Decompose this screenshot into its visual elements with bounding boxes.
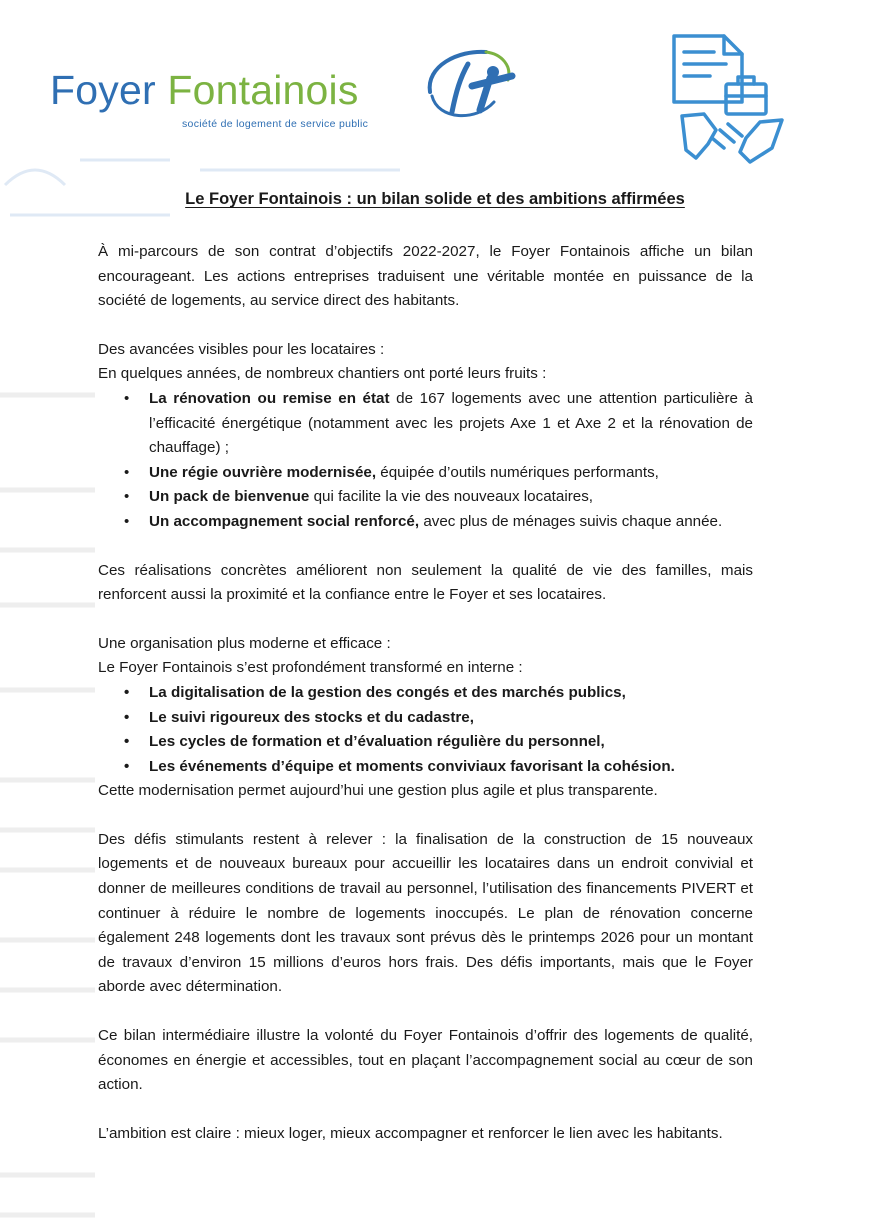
list-item: • Les cycles de formation et d’évaluation régulière du personnel, [149,730,753,755]
section-heading: Des avancées visibles pour les locataires : [98,340,385,358]
brand-name: Foyer Fontainois [50,67,359,113]
intro-paragraph: À mi-parcours de son contrat d’objectifs 2022-2027, le Foyer Fontainois affiche un bilan encourageant. Les actions entreprises traduisent une véritable montée en puissance de la société de logements, au service direct des habitants. [98,243,753,310]
challenges-paragraph: Des défis stimulants restent à relever : la finalisation de la construction de 15 nouveaux logements et de nouveaux bureaux pour accueillir les locataires dans un endroit convivial et donner de meilleures conditions de travail au personnel, l’utilisation des financements PIVERT et continuer à réduire le nombre de logements inoccupés. Le plan de rénovation concerne également 248 logements dont les travaux sont prévus dès le printemps 2026 pour un montant de travaux d’environ 15 millions d’euros hors frais. Des défis importants, mais que le Foyer aborde avec détermination. [98,830,753,996]
brand-tagline: société de logement de service public [182,118,369,130]
swirl-person-icon [416,42,520,128]
list-item: • La digitalisation de la gestion des congés et des marchés publics, [149,681,753,706]
article-body [98,240,753,1146]
closing-paragraph: L’ambition est claire : mieux loger, mieux accompagner et renforcer le lien avec les habitants. [98,1124,723,1142]
list-item: • Un pack de bienvenue qui facilite la vie des nouveaux locataires, [149,485,753,510]
section-conclusion: Ces réalisations concrètes améliorent non seulement la qualité de vie des familles, mais renforcent aussi la proximité et la confiance entre le Foyer et ses locataires. [98,561,753,604]
section-heading: Une organisation plus moderne et efficace : [98,634,391,652]
achievements-list [98,387,753,535]
summary-paragraph: Ce bilan intermédiaire illustre la volonté du Foyer Fontainois d’offrir des logements de qualité, économes en énergie et accessibles, tout en plaçant l’accompagnement social au cœur de son action. [98,1027,753,1094]
section-lead: Le Foyer Fontainois s’est profondément transformé en interne : [98,659,523,677]
list-item: • Le suivi rigoureux des stocks et du cadastre, [149,706,753,731]
list-item: • Les événements d’équipe et moments conviviaux favorisant la cohésion. [149,755,753,780]
organisation-list [98,681,753,779]
section-conclusion: Cette modernisation permet aujourd’hui une gestion plus agile et plus transparente. [98,782,658,800]
section-lead: En quelques années, de nombreux chantiers ont porté leurs fruits : [98,365,547,383]
list-item: • La rénovation ou remise en état de 167 logements avec une attention particulière à l’efficacité énergétique (notamment avec les projets Axe 1 et Axe 2 et la rénovation de chauffage) ; [149,387,753,461]
contract-handshake-icon [662,30,790,172]
list-item: • Un accompagnement social renforcé, avec plus de ménages suivis chaque année. [149,510,753,535]
brand-logo [50,62,530,140]
list-item: • Une régie ouvrière modernisée, équipée d’outils numériques performants, [149,461,753,486]
page-title: Le Foyer Fontainois : un bilan solide et des ambitions affirmées [185,190,685,208]
